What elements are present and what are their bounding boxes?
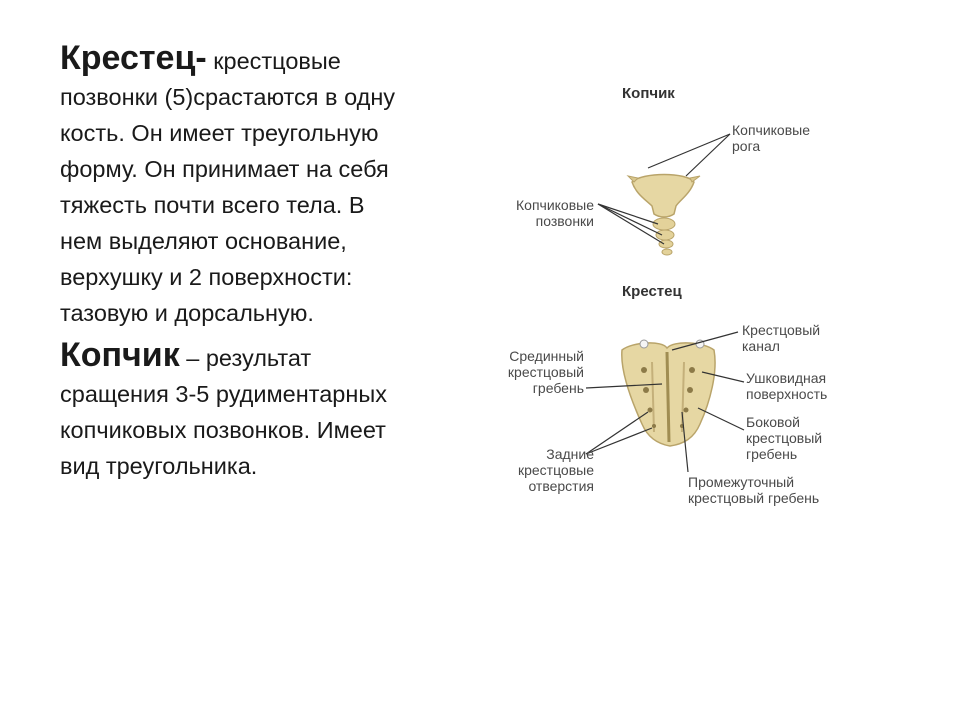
- posterior-foramina-label: Задние крестцовые отверстия: [517, 446, 594, 494]
- coccyx-term: Копчик: [60, 336, 180, 374]
- coccyx-bone: [628, 175, 700, 256]
- coccyx-paragraph: [60, 337, 400, 484]
- coccyx-figure-title: Копчик: [622, 85, 675, 102]
- text-column: [60, 40, 400, 484]
- sacral-canal-label: Крестцовый канал: [742, 322, 821, 354]
- coccygeal-horns-label: Копчиковые рога: [732, 122, 810, 154]
- sacrum-bone: [622, 340, 715, 446]
- anatomy-figure: [462, 72, 902, 522]
- sacrum-paragraph: [60, 40, 400, 331]
- sacrum-figure-title: Крестец: [622, 283, 682, 300]
- intermediate-crest-label: Промежуточный крестцовый гребень: [688, 474, 820, 506]
- auricular-surface-label: Ушковидная поверхность: [746, 370, 828, 402]
- coccygeal-vertebrae-label: Копчиковые позвонки: [516, 197, 594, 229]
- sacrum-term: Крестец-: [60, 39, 207, 77]
- coccyx-description: – результат сращения 3-5 рудиментарных копчиковых позвонков. Имеет вид треугольника.: [60, 345, 387, 479]
- lateral-crest-label: Боковой крестцовый гребень: [746, 414, 823, 462]
- median-crest-label: Срединный крестцовый гребень: [507, 348, 584, 396]
- sacrum-description: крестцовые позвонки (5)срастаются в одну кость. Он имеет треугольную форму. Он принимает на себя тяжесть почти всего тела. В нем выделяют основание, верхушку и 2 поверхности: тазовую и дорсальную.: [60, 48, 396, 326]
